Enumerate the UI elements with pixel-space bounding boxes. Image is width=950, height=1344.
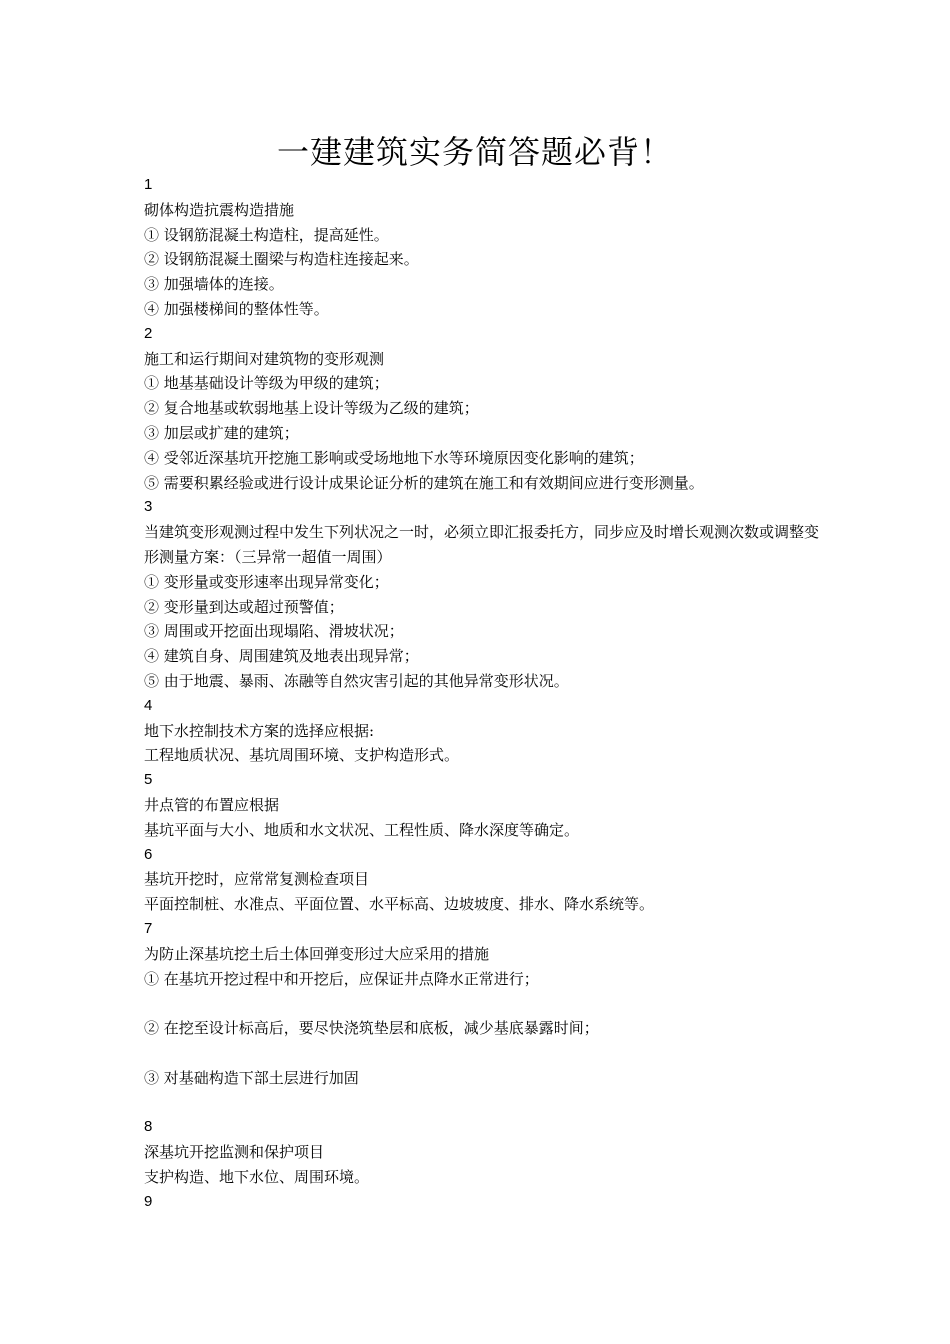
section-item: ④ 建筑自身、周围建筑及地表出现异常； [144, 647, 419, 666]
section-item: ② 变形量到达或超过预警值； [144, 597, 344, 616]
blank-line [144, 1090, 824, 1115]
section-item: ① 地基基础设计等级为甲级的建筑； [144, 374, 389, 393]
section-number: 4 [144, 696, 153, 714]
section-heading: 砌体构造抗震构造措施 [144, 200, 295, 219]
section-heading: 为防止深基坑挖土后土体回弹变形过大应采用的措施 [144, 944, 490, 963]
section-item: 工程地质状况、基坑周围环境、支护构造形式。 [144, 746, 460, 765]
section-number: 7 [144, 919, 153, 937]
section-item: 基坑平面与大小、地质和水文状况、工程性质、降水深度等确定。 [144, 820, 580, 839]
section-item: ① 在基坑开挖过程中和开挖后，应保证井点降水正常进行； [144, 969, 539, 988]
blank-line [144, 1041, 824, 1066]
section-item: ① 变形量或变形速率出现异常变化； [144, 572, 389, 591]
section-number: 9 [144, 1192, 153, 1210]
section-item: ② 复合地基或软弱地基上设计等级为乙级的建筑； [144, 399, 479, 418]
section-item: ③ 加层或扩建的建筑； [144, 423, 299, 442]
section-heading: 井点管的布置应根据 [144, 795, 280, 814]
section-item: ④ 加强楼梯间的整体性等。 [144, 299, 329, 318]
section-number: 8 [144, 1118, 153, 1136]
section-heading: 深基坑开挖监测和保护项目 [144, 1143, 325, 1162]
section-number: 3 [144, 498, 153, 516]
section-item: ⑤ 需要积累经验或进行设计成果论证分析的建筑在施工和有效期间应进行变形测量。 [144, 473, 704, 492]
section-number: 6 [144, 845, 153, 863]
section-item: 平面控制桩、水准点、平面位置、水平标高、边坡坡度、排水、降水系统等。 [144, 895, 655, 914]
section-number: 2 [144, 324, 153, 342]
section-item: ② 设钢筋混凝土圈梁与构造柱连接起来。 [144, 250, 419, 269]
blank-line [144, 991, 824, 1016]
section-number: 1 [144, 176, 153, 193]
section-item: ② 在挖至设计标高后，要尽快浇筑垫层和底板，减少基底暴露时间； [144, 1019, 599, 1038]
section-item: ① 设钢筋混凝土构造柱，提高延性。 [144, 225, 389, 244]
section-item: ③ 加强墙体的连接。 [144, 275, 284, 294]
section-item: ③ 周围或开挖面出现塌陷、滑坡状况； [144, 622, 404, 641]
document-title: 一建建筑实务简答题必背！ [276, 133, 673, 171]
section-item: ④ 受邻近深基坑开挖施工影响或受场地地下水等环境原因变化影响的建筑； [144, 448, 644, 467]
section-heading: 施工和运行期间对建筑物的变形观测 [144, 349, 385, 368]
section-heading: 基坑开挖时，应常常复测检查项目 [144, 870, 370, 889]
section-number: 5 [144, 771, 153, 789]
section-item: ⑤ 由于地震、暴雨、冻融等自然灾害引起的其他异常变形状况。 [144, 671, 569, 690]
section-heading: 地下水控制技术方案的选择应根据: [144, 721, 375, 740]
document-body [144, 173, 824, 1214]
section-heading: 当建筑变形观测过程中发生下列状况之一时，必须立即汇报委托方，同步应及时增长观测次数或调整变形测量方案：（三异常一超值一周围） [144, 523, 820, 566]
section-item: ③ 对基础构造下部土层进行加固 [144, 1068, 359, 1087]
section-item: 支护构造、地下水位、周围环境。 [144, 1167, 370, 1186]
